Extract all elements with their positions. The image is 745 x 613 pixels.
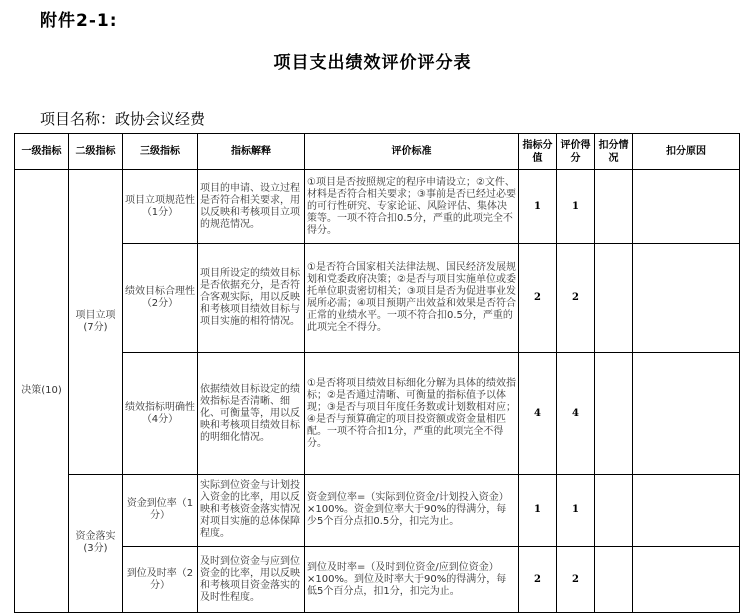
score-cell: 2 <box>557 244 595 353</box>
deduct-flag-cell <box>595 244 633 353</box>
evaluation-table <box>14 133 740 613</box>
level3-cell: 绩效目标合理性（2分） <box>123 244 198 353</box>
deduct-flag-cell <box>595 547 633 613</box>
table-row <box>15 547 740 613</box>
header-criteria: 评价标准 <box>305 134 519 170</box>
level2-cell: 项目立项(7分) <box>69 170 123 475</box>
table-row <box>15 474 740 546</box>
explain-cell: 项目的申请、设立过程是否符合相关要求，用以反映和考核项目立项的规范情况。 <box>198 170 305 244</box>
score-cell: 1 <box>557 170 595 244</box>
criteria-cell: ①项目是否按照规定的程序申请设立；②文件、材料是否符合相关要求；③事前是否已经过必要的可行性研究、专家论证、风险评估、集体决策等。一项不符合扣0.5分，严重的此项完全不得分。 <box>305 170 519 244</box>
weight-cell: 4 <box>519 353 557 475</box>
criteria-cell: ①是否符合国家相关法律法规、国民经济发展规划和党委政府决策；②是否与项目实施单位或委托单位职责密切相关；③项目是否为促进事业发展所必需；④项目预期产出效益和效果是否符合正常的业绩水平。一项不符合扣0.5分，严重的此项完全不得分。 <box>305 244 519 353</box>
criteria-cell: 资金到位率=（实际到位资金/计划投入资金）×100%。资金到位率大于90%的得满分，每少5个百分点扣0.5分，扣完为止。 <box>305 474 519 546</box>
header-level2: 二级指标 <box>69 134 123 170</box>
header-weight: 指标分值 <box>519 134 557 170</box>
deduct-flag-cell <box>595 170 633 244</box>
project-name: 项目名称：政协会议经费 <box>40 110 206 128</box>
score-cell: 2 <box>557 547 595 613</box>
deduct-reason-cell <box>633 170 740 244</box>
header-explain: 指标解释 <box>198 134 305 170</box>
criteria-cell: ①是否将项目绩效目标细化分解为具体的绩效指标；②是否通过清晰、可衡量的指标值予以体现；③是否与项目年度任务数或计划数相对应；④是否与预算确定的项目投资额或资金量相匹配。一项不符合扣1分，严重的此项完全不得分。 <box>305 353 519 475</box>
explain-cell: 依据绩效目标设定的绩效指标是否清晰、细化、可衡量等，用以反映和考核项目绩效目标的明细化情况。 <box>198 353 305 475</box>
deduct-flag-cell <box>595 353 633 475</box>
weight-cell: 1 <box>519 170 557 244</box>
deduct-reason-cell <box>633 474 740 546</box>
explain-cell: 项目所设定的绩效目标是否依据充分，是否符合客观实际，用以反映和考核项目绩效目标与项目实施的相符情况。 <box>198 244 305 353</box>
attachment-label: 附件2-1: <box>40 11 118 31</box>
weight-cell: 2 <box>519 547 557 613</box>
header-deduct-flag: 扣分情况 <box>595 134 633 170</box>
deduct-reason-cell <box>633 353 740 475</box>
header-level1: 一级指标 <box>15 134 69 170</box>
score-cell: 1 <box>557 474 595 546</box>
level1-cell: 决策(10) <box>15 170 69 613</box>
header-score: 评价得分 <box>557 134 595 170</box>
level3-cell: 项目立项规范性（1分） <box>123 170 198 244</box>
level3-cell: 绩效指标明确性（4分） <box>123 353 198 475</box>
table-row <box>15 353 740 475</box>
deduct-flag-cell <box>595 474 633 546</box>
weight-cell: 1 <box>519 474 557 546</box>
table-row <box>15 244 740 353</box>
deduct-reason-cell <box>633 547 740 613</box>
level2-cell: 资金落实(3分) <box>69 474 123 612</box>
deduct-reason-cell <box>633 244 740 353</box>
score-cell: 4 <box>557 353 595 475</box>
level3-cell: 到位及时率（2分） <box>123 547 198 613</box>
header-deduct-reason: 扣分原因 <box>633 134 740 170</box>
page-title: 项目支出绩效评价评分表 <box>273 53 472 73</box>
weight-cell: 2 <box>519 244 557 353</box>
explain-cell: 及时到位资金与应到位资金的比率，用以反映和考核项目资金落实的及时性程度。 <box>198 547 305 613</box>
level3-cell: 资金到位率（1分） <box>123 474 198 546</box>
explain-cell: 实际到位资金与计划投入资金的比率，用以反映和考核资金落实情况对项目实施的总体保障程度。 <box>198 474 305 546</box>
table-row <box>15 170 740 244</box>
criteria-cell: 到位及时率=（及时到位资金/应到位资金）×100%。到位及时率大于90%的得满分，每低5个百分点，扣1分，扣完为止。 <box>305 547 519 613</box>
table-header-row <box>15 134 740 170</box>
header-level3: 三级指标 <box>123 134 198 170</box>
